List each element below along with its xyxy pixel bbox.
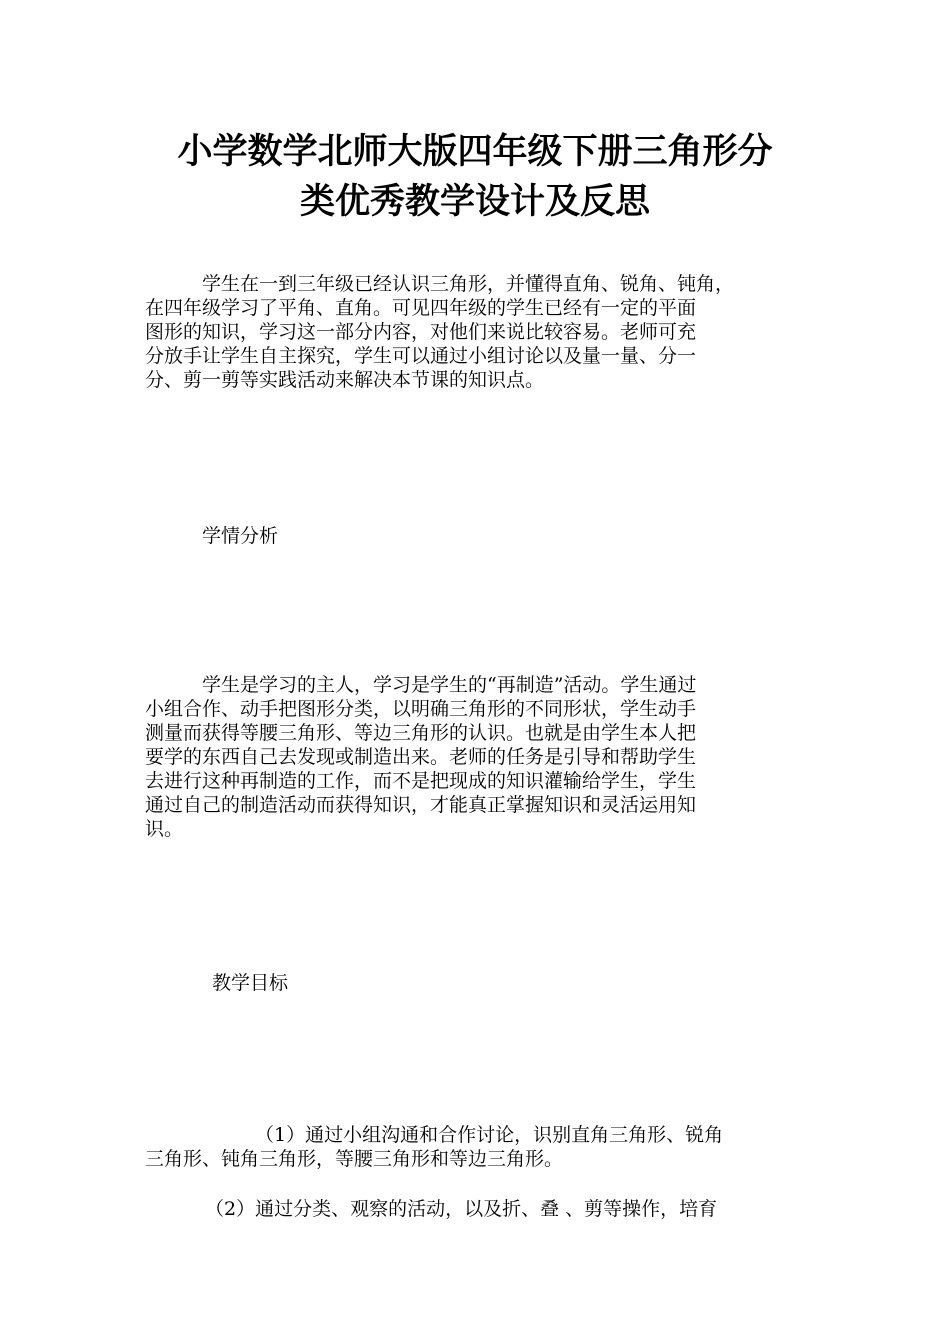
- paragraph-line: 小组合作、动手把图形分类，以明确三角形的不同形状，学生动手: [145, 698, 697, 720]
- paragraph-line: 学生在一到三年级已经认识三角形，并懂得直角、锐角、钝角，: [202, 273, 735, 295]
- learning-analysis-paragraph: [145, 673, 815, 841]
- paragraph-line: 分放手让学生自主探究，学生可以通过小组讨论以及量一量、分一: [145, 345, 697, 367]
- paragraph-line: 学生是学习的主人，学习是学生的“再制造”活动。学生通过: [202, 674, 697, 696]
- paragraph-line: 识。: [145, 818, 184, 840]
- document-title-line-2: 类优秀教学设计及反思: [299, 181, 650, 222]
- paragraph-line: 分、剪一剪等实践活动来解决本节课的知识点。: [145, 369, 545, 391]
- paragraph-line: 要学的东西自己去发现或制造出来。老师的任务是引导和帮助学生: [145, 746, 697, 768]
- section-heading-teaching-goals: 教学目标: [212, 972, 289, 994]
- paragraph-line: 图形的知识，学习这一部分内容，对他们来说比较容易。老师可充: [145, 321, 697, 343]
- paragraph-line: 三角形、钝角三角形，等腰三角形和等边三角形。: [145, 1148, 564, 1170]
- intro-paragraph: [145, 272, 815, 392]
- paragraph-line: 在四年级学习了平角、直角。可见四年级的学生已经有一定的平面: [145, 297, 697, 319]
- paragraph-line: （2）通过分类、观察的活动，以及折、叠 、剪等操作，培育: [205, 1198, 718, 1220]
- paragraph-line: 通过自己的制造活动而获得知识，才能真正掌握知识和灵活运用知: [145, 794, 697, 816]
- section-heading-learning-analysis: 学情分析: [202, 525, 279, 547]
- document-title-line-1: 小学数学北师大版四年级下册三角形分: [177, 131, 773, 172]
- paragraph-line: 测量而获得等腰三角形、等边三角形的认识。也就是由学生本人把: [145, 722, 697, 744]
- paragraph-line: （1）通过小组沟通和合作讨论，识别直角三角形、锐角: [255, 1124, 724, 1146]
- paragraph-line: 去进行这种再制造的工作，而不是把现成的知识灌输给学生，学生: [145, 770, 697, 792]
- teaching-goal-1: [145, 1123, 815, 1171]
- teaching-goal-2: [145, 1197, 815, 1221]
